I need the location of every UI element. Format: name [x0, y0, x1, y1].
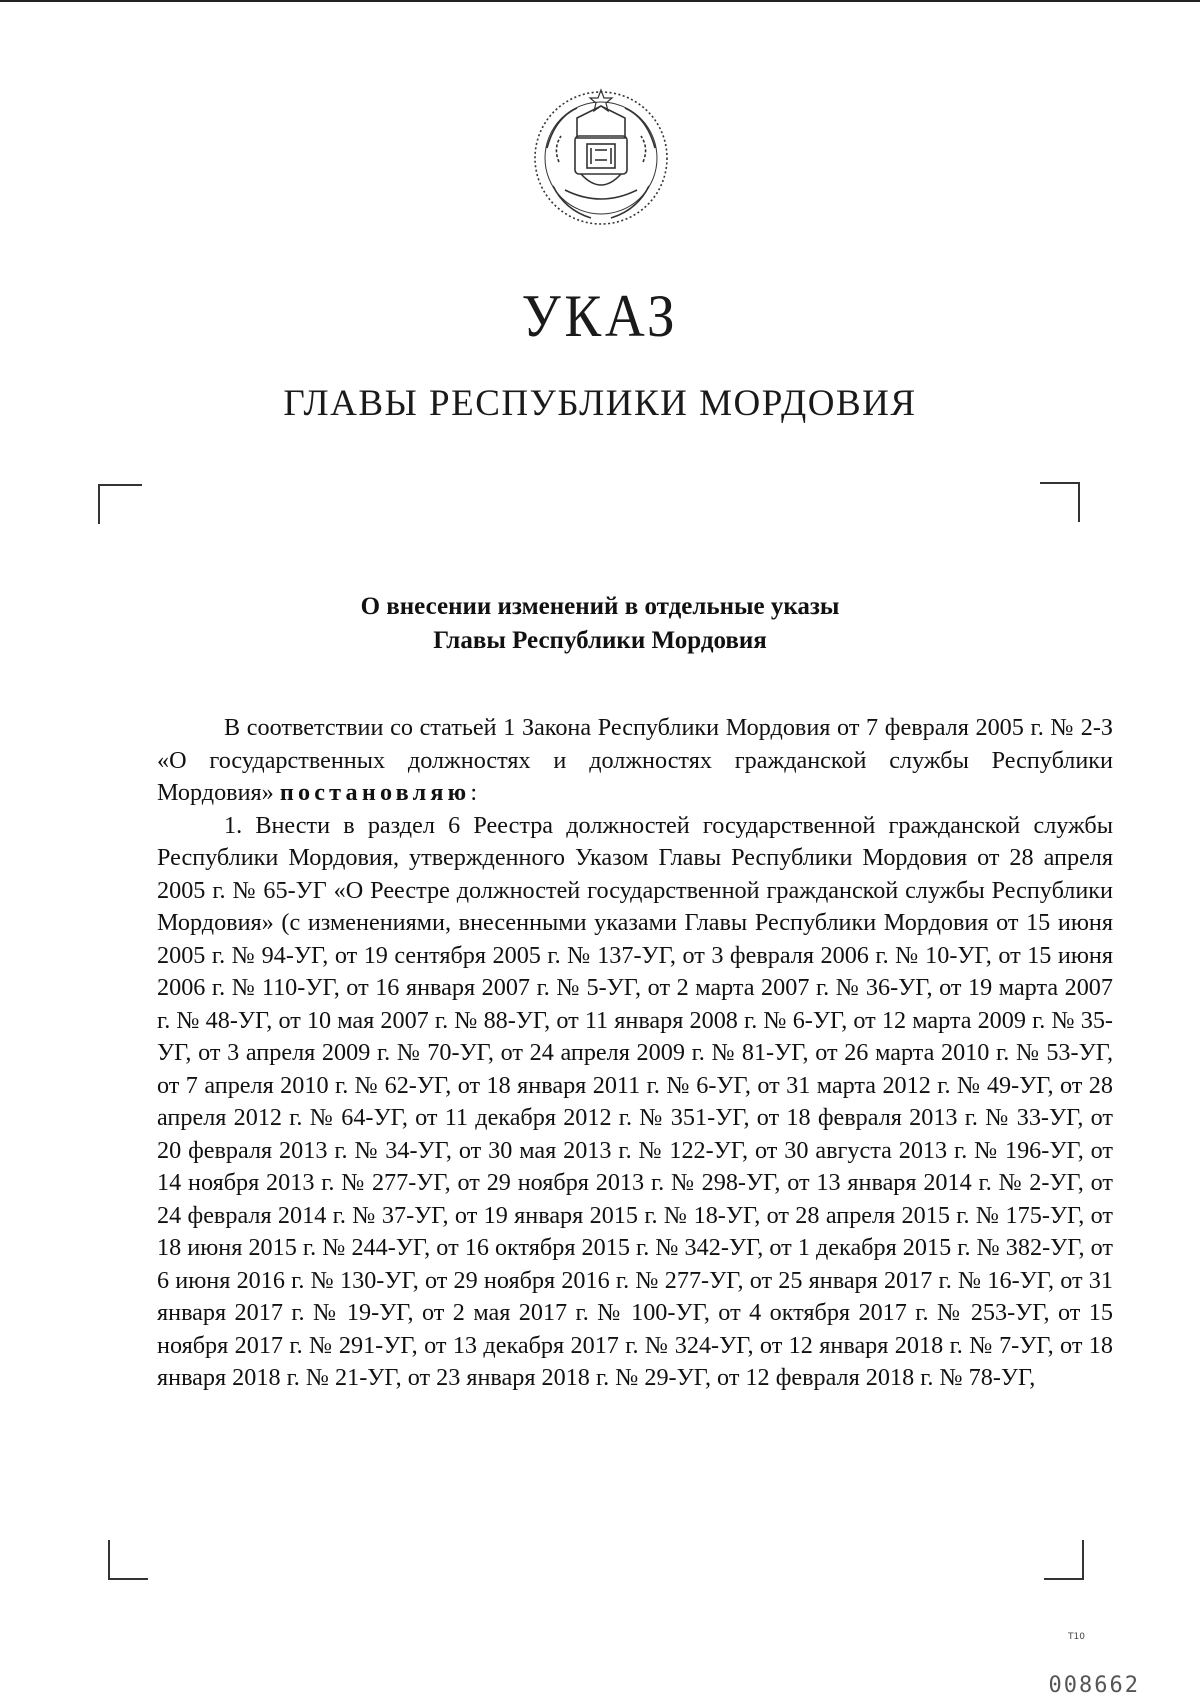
- preamble-text: В соответствии со статьей 1 Закона Республики Мордовия от 7 февраля 2005 г. № 2-З «О государственных должностях и должностях гражданской службы Республики Мордовия»: [157, 714, 1113, 806]
- resolution-word: постановляю: [279, 779, 471, 806]
- document-body: [157, 712, 1113, 1395]
- corner-mark-top-right: [1040, 482, 1080, 522]
- corner-mark-bottom-right: [1044, 1540, 1084, 1580]
- preamble-colon: :: [470, 779, 478, 806]
- clause-1-paragraph: 1. Внести в раздел 6 Реестра должностей государственной гражданской службы Республики Мордовия, утвержденного Указом Главы Республики Мордовия от 28 апреля 2005 г. № 65-УГ «О Реестре должностей государственной гражданской службы Республики Мордовия» (с изменениями, внесенными указами Главы Республики Мордовия от 15 июня 2005 г. № 94-УГ, от 19 сентября 2005 г. № 137-УГ, от 3 февраля 2006 г. № 10-УГ, от 15 июня 2006 г. № 110-УГ, от 16 января 2007 г. № 5-УГ, от 2 марта 2007 г. № 36-УГ, от 19 марта 2007 г. № 48-УГ, от 10 мая 2007 г. № 88-УГ, от 11 января 2008 г. № 6-УГ, от 12 марта 2009 г. № 35-УГ, от 3 апреля 2009 г. № 70-УГ, от 24 апреля 2009 г. № 81-УГ, от 26 марта 2010 г. № 53-УГ, от 7 апреля 2010 г. № 62-УГ, от 18 января 2011 г. № 6-УГ, от 31 марта 2012 г. № 49-УГ, от 28 апреля 2012 г. № 64-УГ, от 11 декабря 2012 г. № 351-УГ, от 18 февраля 2013 г. № 33-УГ, от 20 февраля 2013 г. № 34-УГ, от 30 мая 2013 г. № 122-УГ, от 30 августа 2013 г. № 196-УГ, от 14 ноября 2013 г. № 277-УГ, от 29 ноября 2013 г. № 298-УГ, от 13 января 2014 г. № 2-УГ, от 24 февраля 2014 г. № 37-УГ, от 19 января 2015 г. № 18-УГ, от 28 апреля 2015 г. № 175-УГ, от 18 июня 2015 г. № 244-УГ, от 16 октября 2015 г. № 342-УГ, от 1 декабря 2015 г. № 382-УГ, от 6 июня 2016 г. № 130-УГ, от 29 ноября 2016 г. № 277-УГ, от 25 января 2017 г. № 16-УГ, от 31 января 2017 г. № 19-УГ, от 2 мая 2017 г. № 100-УГ, от 4 октября 2017 г. № 253-УГ, от 15 ноября 2017 г. № 291-УГ, от 13 декабря 2017 г. № 324-УГ, от 12 января 2018 г. № 7-УГ, от 18 января 2018 г. № 21-УГ, от 23 января 2018 г. № 29-УГ, от 12 февраля 2018 г. № 78-УГ,: [157, 811, 1113, 1391]
- decree-heading: УКАЗ: [521, 283, 679, 349]
- corner-mark-top-left: [98, 484, 142, 524]
- preamble-paragraph: [157, 712, 1113, 810]
- top-edge-line: [0, 0, 1200, 2]
- decree-authority: ГЛАВЫ РЕСПУБЛИКИ МОРДОВИЯ: [283, 383, 917, 424]
- document-title-line-1: О внесении изменений в отдельные указы: [360, 593, 840, 620]
- document-title-line-2: Главы Республики Мордовия: [433, 627, 767, 654]
- corner-mark-bottom-left: [108, 1540, 148, 1580]
- printer-mark: T10: [1068, 1632, 1085, 1642]
- coat-of-arms-icon: [525, 78, 677, 230]
- serial-number: 008662: [1048, 1673, 1140, 1698]
- document-title: [0, 590, 1200, 658]
